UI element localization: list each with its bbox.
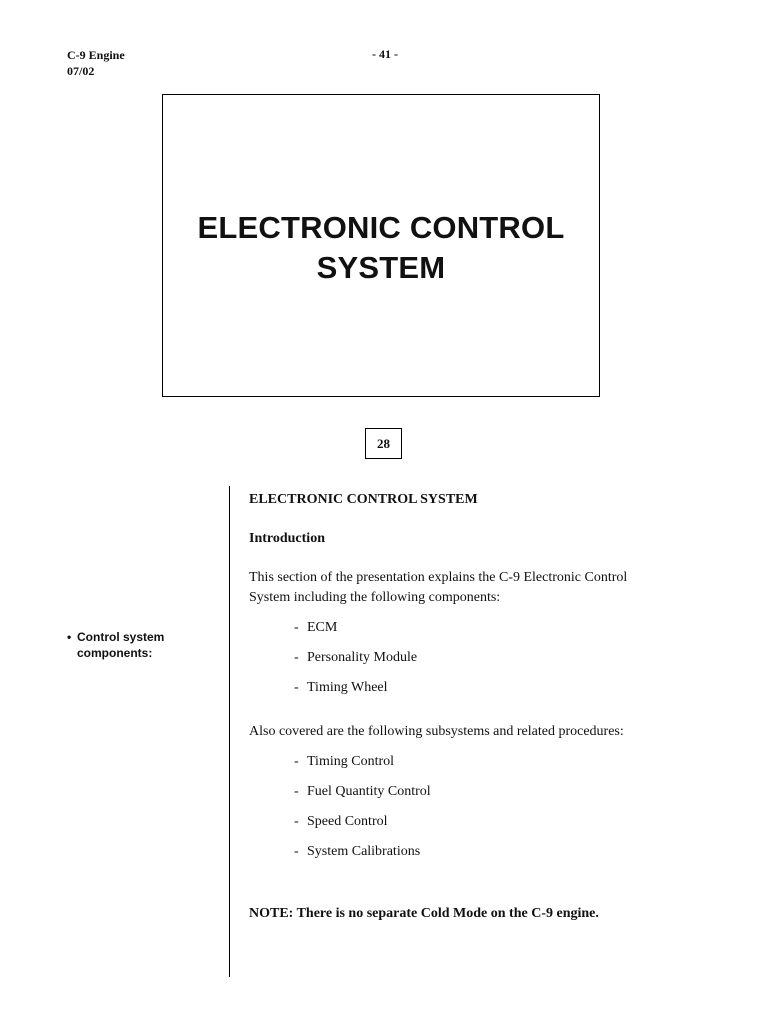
slide-number-box <box>365 428 402 459</box>
section-title: ELECTRONIC CONTROL SYSTEM <box>249 492 478 507</box>
doc-date: 07/02 <box>67 64 95 78</box>
list-item-text: Timing Control <box>307 754 395 769</box>
list-item: - Timing Control <box>294 754 395 769</box>
list-item: - Personality Module <box>294 650 418 665</box>
subsystems-list <box>249 752 719 872</box>
slide-number: 28 <box>377 435 390 451</box>
intro-line1: This section of the presentation explains the C-9 Electronic Control <box>249 570 628 585</box>
intro-paragraph <box>249 568 719 608</box>
document-header <box>67 47 125 79</box>
bullet-icon: • <box>67 630 72 644</box>
column-divider <box>229 486 230 977</box>
body-content <box>249 490 719 924</box>
list-item-text: Speed Control <box>307 814 388 829</box>
list-item-text: Timing Wheel <box>307 680 388 695</box>
margin-note <box>67 629 217 661</box>
margin-note-line2: components: <box>77 646 153 660</box>
intro-line2: System including the following components: <box>249 590 501 605</box>
page-number: - 41 - <box>372 47 398 61</box>
list-item: - ECM <box>294 620 338 635</box>
list-item: - Fuel Quantity Control <box>294 784 431 799</box>
margin-note-line1: Control system <box>77 630 165 644</box>
note-text: NOTE: There is no separate Cold Mode on the C-9 engine. <box>249 906 599 921</box>
doc-title: C-9 Engine <box>67 48 125 62</box>
slide-title-line1: ELECTRONIC CONTROL <box>197 209 565 245</box>
list-item: - Timing Wheel <box>294 680 388 695</box>
list-item-text: System Calibrations <box>307 844 421 859</box>
subsystems-intro: Also covered are the following subsystems and related procedures: <box>249 724 624 739</box>
list-item: - System Calibrations <box>294 844 421 859</box>
slide-title-line2: SYSTEM <box>316 249 446 285</box>
list-item-text: ECM <box>307 620 338 635</box>
section-subtitle: Introduction <box>249 531 325 546</box>
list-item: - Speed Control <box>294 814 388 829</box>
slide-frame <box>162 94 600 397</box>
components-list <box>249 618 719 708</box>
slide-title <box>198 208 565 288</box>
list-item-text: Personality Module <box>307 650 418 665</box>
list-item-text: Fuel Quantity Control <box>307 784 431 799</box>
